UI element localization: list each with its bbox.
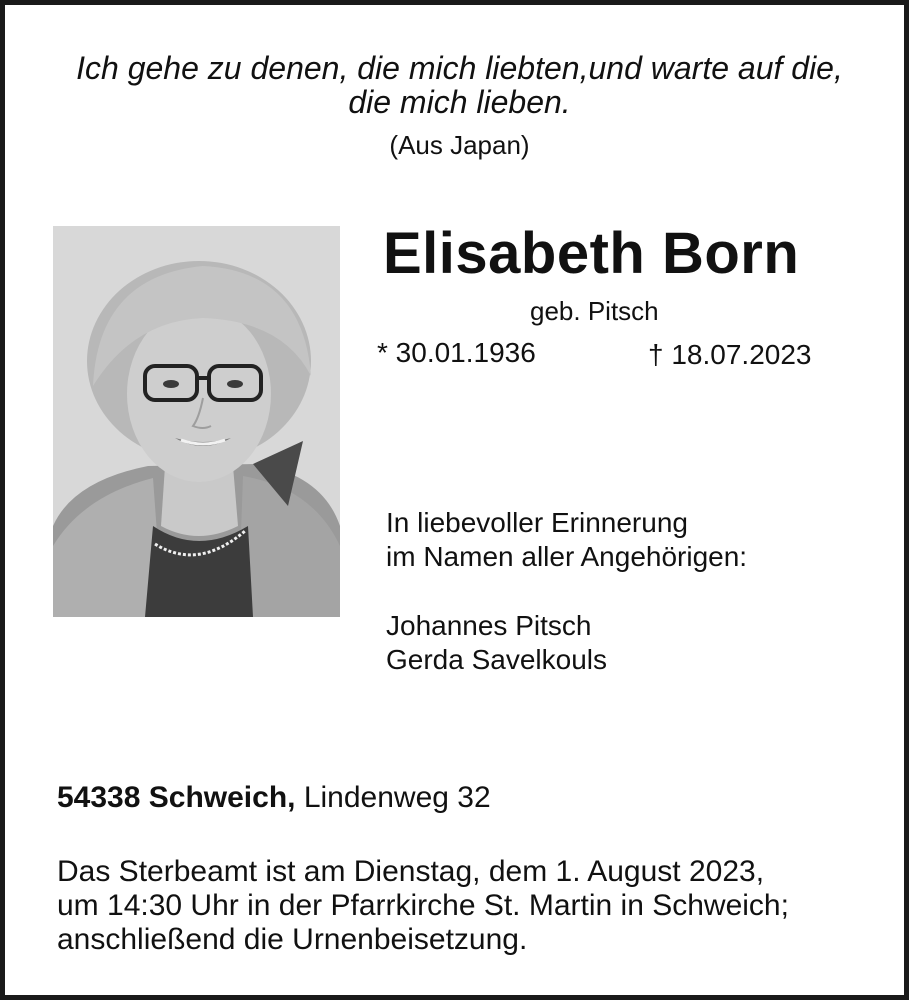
deceased-name: Elisabeth Born xyxy=(383,221,800,286)
family-address xyxy=(57,781,491,815)
birth-date: * 30.01.1936 xyxy=(377,337,536,368)
address-street: Lindenweg 32 xyxy=(303,781,491,814)
quote-line-2: die mich lieben. xyxy=(348,84,571,120)
memorial-line-1: In liebevoller Erinnerung xyxy=(386,507,688,538)
memorial-line-2: im Namen aller Angehörigen: xyxy=(386,541,748,572)
quote-line-1: Ich gehe zu denen, die mich liebten,und warte auf die, xyxy=(76,50,843,86)
quote-source: (Aus Japan) xyxy=(389,130,530,160)
service-line-1: Das Sterbeamt ist am Dienstag, dem 1. August 2023, xyxy=(57,855,765,888)
address-city: 54338 Schweich, xyxy=(57,781,296,814)
signatory-1: Johannes Pitsch xyxy=(386,610,592,641)
death-date: † 18.07.2023 xyxy=(648,339,812,370)
service-line-2: um 14:30 Uhr in der Pfarrkirche St. Martin in Schweich; xyxy=(57,889,789,922)
maiden-name: geb. Pitsch xyxy=(530,296,659,326)
service-line-3: anschließend die Urnenbeisetzung. xyxy=(57,923,528,956)
signatory-2: Gerda Savelkouls xyxy=(386,644,608,675)
portrait-photo xyxy=(53,226,340,617)
